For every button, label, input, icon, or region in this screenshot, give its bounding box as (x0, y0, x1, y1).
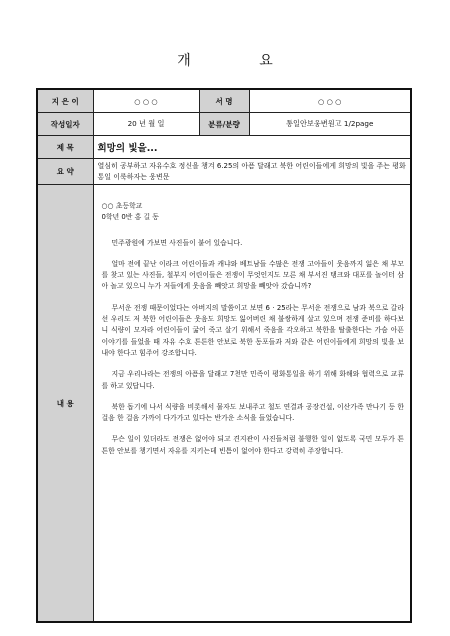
category-value: 통일안보웅변원고 1/2page (249, 113, 411, 136)
date-label: 작성일자 (37, 113, 93, 136)
subject-row (37, 136, 411, 159)
date-row (37, 113, 411, 136)
content-body (93, 185, 411, 623)
student-name: 0학년 0반 홍 길 동 (101, 213, 159, 222)
content-paragraph: 무슨 일이 있더라도 전쟁은 없어야 되고 견지관이 사진들처럼 불행한 일이 없도록 국민 모두가 튼튼한 안보를 챙기면서 자유를 지키는데 빈틈이 없어야 한다고 강력히 주장합니다. (101, 435, 404, 455)
summary-label: 요 약 (37, 159, 93, 185)
author-label: 지 은 이 (37, 89, 93, 113)
content-paragraph: 무서운 전쟁 때문이었다는 아버지의 말씀이고 보면 6 · 25라는 무서운 전쟁으로 남과 북으로 갈라선 우리도 저 북한 어린이들은 웃음도 희망도 잃어버린 채 불쌍하게 살고 있으며 전쟁 준비를 하다보니 식량이 모자라 어린이들이 굶어 죽고 살기 위해서 죽음을 각오하고 북한을 탈출한다는 가슴 아픈 이야기를 들었을 때 자유 수호 튼튼한 안보로 북한 동포들과 저와 같은 어린이들에게 희망의 빛을 보내야 한다고 힘주어 강조합니다. (101, 303, 404, 357)
date-value: 20 년 월 일 (93, 113, 199, 136)
content-row (37, 185, 411, 623)
content-paragraph: 얼마 전에 끝난 이라크 어린이들과 캐냐와 베트남들 수많은 전쟁 고아들이 웃음까지 잃은 채 부모를 찾고 있는 사진들, 철부지 어린이들은 전쟁이 무엇인지도 모른 채 부서진 탱크와 대포를 놀이터 삼아 놀고 있으니 누가 저들에게 웃음을 빼앗고 희망을 빼앗아 갔습니까? (101, 259, 404, 291)
subject-value: 희망의 빛을... (93, 136, 411, 159)
content-paragraph: 민주광원에 가보면 사진들이 붙어 있습니다. (111, 238, 243, 247)
speaker-value: ○ ○ ○ (249, 89, 411, 113)
category-label: 분류/분량 (199, 113, 249, 136)
summary-value: 열심히 공부하고 자유수호 정신을 챙겨 6.25의 아픔 달래고 북한 어린이들에게 희망의 빛을 주는 평화통일 이룩하자는 웅변문 (93, 159, 411, 185)
overview-form (36, 88, 412, 623)
content-label: 내 용 (37, 185, 93, 623)
document-title: 개 요 (177, 53, 305, 69)
school-name: ○○ 초등학교 (101, 202, 143, 210)
summary-row (37, 159, 411, 185)
speaker-label: 서 명 (199, 89, 249, 113)
content-paragraph: 북한 돕기에 나서 식량을 비롯해서 물자도 보내주고 철도 연결과 공장건설, 이산가족 만나기 등 한 걸음 한 걸음 가까이 다가가고 있다는 반가운 소식을 들었습니다. (101, 402, 404, 423)
content-paragraph: 지금 우리나라는 전쟁의 아픔을 달래고 7천만 민족이 평화통일을 하기 위해 화해와 협력으로 교류를 하고 있답니다. (101, 370, 404, 390)
author-value: ○ ○ ○ (93, 89, 199, 113)
subject-label: 제 목 (37, 136, 93, 159)
author-row (37, 89, 411, 113)
